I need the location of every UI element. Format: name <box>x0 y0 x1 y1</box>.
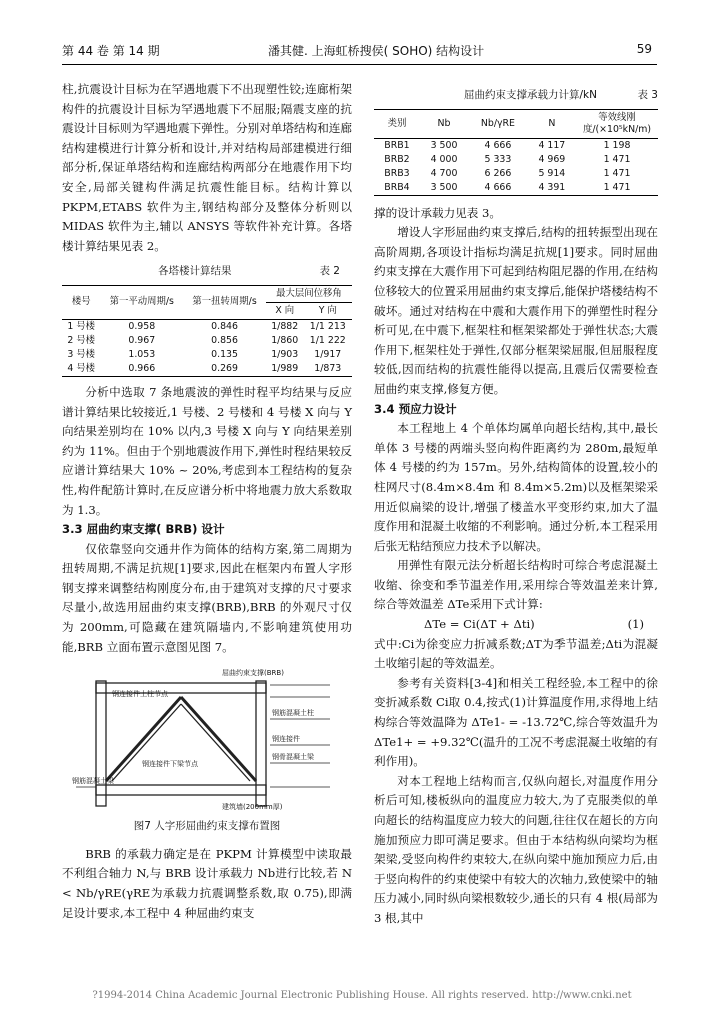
table2-title: 各塔楼计算结果 <box>158 265 232 278</box>
copyright-footer: ?1994-2014 China Academic Journal Electronic Publishing House. All rights reserved. http://www.cnki.net <box>92 990 632 1001</box>
left-column-shape <box>96 681 106 806</box>
table-row <box>62 362 352 377</box>
page-number: 59 <box>636 42 652 56</box>
equation-number: (1) <box>627 617 644 632</box>
table-cell: 0.856 <box>211 334 238 346</box>
table-cell: 0.269 <box>211 362 238 374</box>
table-cell: 1 198 <box>603 139 631 151</box>
journal-issue: 第 44 卷 第 14 期 <box>62 44 160 58</box>
brace-left <box>106 697 181 781</box>
table-cell: 1 号楼 <box>67 320 96 332</box>
table2 <box>62 285 352 377</box>
figure-7 <box>72 663 342 813</box>
table-cell: 4 000 <box>430 153 458 165</box>
bottom-beam-shape <box>96 785 266 795</box>
paragraph: 用弹性有限元法分析超长结构时可综合考虑混凝土收缩、徐变和季节温差作用,采用综合等效温差来计算,综合等效温差 ΔTe采用下式计算: <box>374 558 658 612</box>
table-cell: 1/1 222 <box>309 334 346 346</box>
table-row <box>374 181 658 196</box>
equation-body: ΔTe = Ci(ΔT + Δti) <box>424 617 535 632</box>
paragraph: 本工程地上 4 个单体均属单向超长结构,其中,最长单体 3 号楼的两端头竖向构件距离约为 280m,最短单体 4 号楼的约为 157m。另外,结构简体的设置,较小的柱网尺寸(8.4m×8.4m 和 8.4m×5.2m)以及框架梁采用近似扁梁的设计,增强了楼盖水平变形约束,加大了温度作用和混凝土收缩的不利影响。通过分析,本工程采用后张无粘结预应力技术予以解决。 <box>374 421 658 553</box>
table-row <box>62 348 352 362</box>
table-header: Nb/γRE <box>468 109 528 138</box>
table-cell: 1/903 <box>271 348 299 360</box>
section-heading: 3.4 预应力设计 <box>374 401 457 416</box>
article-title: 潘其健. 上海虹桥搜侯( SOHO) 结构设计 <box>268 44 485 58</box>
table-cell: 4 117 <box>538 139 566 151</box>
table2-label: 表 2 <box>319 265 340 278</box>
fig-label-a: 钢连接件上柱节点 <box>112 690 168 699</box>
paragraph: 增设人字形屈曲约束支撑后,结构的扭转振型出现在高阶周期,各项设计指标均满足抗规[1]要求。同时屈曲约束支撑在大震作用下可起到结构阻尼器的作用,在结构位移较大的位置采用屈曲约束支撑后,能保护塔楼结构不破坏。通过对结构在中震和大震作用下的弹塑性时程分析可见,在中震下,框架柱和框架梁都处于弹性状态;大震作用下,框架柱处于弹性,仅部分框架梁屈服,但屈服程度较低,因而结构的抗震性能得以提高,且震后仅需要检查屈曲约束支撑,修复方便。 <box>374 225 658 396</box>
fig-label-f: 钢筋混凝土梁 <box>72 777 114 786</box>
table-header: 最大层间位移角 <box>266 285 352 302</box>
paragraph: 式中:Ci为徐变应力折减系数;ΔT为季节温差;Δti为混凝土收缩引起的等效温差。 <box>374 636 658 671</box>
table-row <box>374 138 658 153</box>
table-cell: 5 914 <box>538 167 566 179</box>
paragraph: BRB 的承载力确定是在 PKPM 计算模型中读取最不利组合轴力 N,与 BRB 设计承载力 Nb进行比较,若 N < Nb/γRE(γRE为承载力抗震调整系数,取 0.75),即满足设计要求,本工程中 4 种屈曲约束支 <box>62 846 352 920</box>
section-heading: 3.3 屈曲约束支撑( BRB) 设计 <box>62 522 225 537</box>
table-cell: BRB3 <box>384 167 410 179</box>
fig-label-top: 屈曲约束支撑(BRB) <box>222 669 284 678</box>
table2-caption <box>62 262 352 282</box>
paragraph: 分析中选取 7 条地震波的弹性时程平均结果与反应谱计算结果比较接近,1 号楼、2 号楼和 4 号楼 X 向与 Y 向结果差别均在 10% 以内,3 号楼 X 向与 Y 向结果差别约为 11%。但由于个别地震波作用下,弹性时程结果较反应谱计算结果大 10% ~ 20%,考虑到本工程结构的复杂性,构件配筋计算时,在反应谱分析中将地震力放大系数取为 1.3。 <box>62 384 352 517</box>
table-cell: BRB2 <box>384 153 410 165</box>
table-cell: 0.966 <box>128 362 156 374</box>
table-cell: 3 号楼 <box>67 348 96 360</box>
figure-caption: 图7 人字形屈曲约束支撑布置图 <box>133 820 281 833</box>
brace-right <box>181 697 256 781</box>
table-cell: 3 500 <box>430 139 458 151</box>
table-cell: 1 471 <box>603 153 631 165</box>
table-header: 第一扭转周期/s <box>183 285 266 319</box>
equation-1 <box>374 615 658 635</box>
table-cell: 4 号楼 <box>67 362 96 374</box>
brb-elevation-drawing <box>72 663 342 813</box>
table-cell: 1/917 <box>314 348 342 360</box>
table-header: 等效线刚度/(×10⁵kN/m) <box>576 109 658 138</box>
table-header: X 向 <box>266 302 304 319</box>
table-cell: 5 333 <box>484 153 512 165</box>
fig-label-g: 建筑墙(200mm厚) <box>222 803 283 812</box>
table-cell: 2 号楼 <box>67 334 96 346</box>
header-rule <box>62 64 657 65</box>
table-cell: 1.053 <box>128 348 156 360</box>
paragraph: 对本工程地上结构而言,仅纵向超长,对温度作用分析后可知,楼板纵向的温度应力较大,为了克服类似的单向超长的结构温度应力较大的问题,往往仅在超长的方向施加预应力即可满足要求。但由于本结构纵向梁均为框架梁,受竖向构件约束较大,在纵向梁中施加预应力后,由于竖向构件的约束使梁中有较大的次轴力,致使梁中的轴压力减小,同时纵向梁根数较少,通长的只有 4 根(局部为 3 根,其中 <box>374 773 658 925</box>
table-header: Nb <box>420 109 468 138</box>
table-cell: 0.135 <box>211 348 238 360</box>
table-cell: 3 500 <box>430 181 458 193</box>
table-row <box>374 167 658 181</box>
table-cell: 0.958 <box>128 320 156 332</box>
table-row <box>62 319 352 334</box>
table-cell: 1 471 <box>603 181 631 193</box>
table3-label: 表 3 <box>637 89 658 101</box>
fig-label-b: 钢筋混凝土柱 <box>272 709 314 718</box>
table-cell: 4 391 <box>538 181 566 193</box>
paragraph: 柱,抗震设计目标为在罕遇地震下不出现塑性铰;连廊桁架构件的抗震设计目标为罕遇地震下不屈服;隔震支座的抗震设计目标则为罕遇地震下弹性。分别对单塔结构和连廊结构建模进行计算分析和设计,并对结构局部建模进行细部分析,保证单塔结构和连廊结构两部分在地震作用下均安全,局部关键构件满足抗震性能目标。结构计算以 PKPM,ETABS 软件为主,钢结构部分及整体分析则以 MIDAS 软件为主,辅以 ANSYS 等软件补充计算。各塔楼计算结果见表 2。 <box>62 82 352 253</box>
table-cell: 4 666 <box>484 139 512 151</box>
fig-label-e: 钢连接件下梁节点 <box>142 760 198 769</box>
paragraph: 撑的设计承载力见表 3。 <box>374 205 501 220</box>
paragraph: 参考有关资料[3-4]和相关工程经验,本工程中的徐变折减系数 Ci取 0.4,按式(1)计算温度作用,求得地上结构综合等效温降为 ΔTe1- = -13.72℃,综合等效温升为 ΔTe1+ = +9.32℃(温升的工况不考虑混凝土收缩的有利作用)。 <box>374 675 658 769</box>
table-cell: 1/989 <box>271 362 299 374</box>
table-cell: BRB4 <box>384 181 410 193</box>
table-cell: 4 666 <box>484 181 512 193</box>
table-cell: 1 471 <box>603 167 631 179</box>
table-cell: 4 700 <box>430 167 458 179</box>
table-cell: BRB1 <box>384 139 410 151</box>
paragraph: 仅依靠竖向交通井作为筒体的结构方案,第二周期为扭转周期,不满足抗规[1]要求,因此在框架内布置人字形钢支撑来调整结构刚度分布,由于建筑对支撑的尺寸要求尽量小,故选用屈曲约束支撑(BRB),BRB 的外观尺寸仅为 200mm,可隐藏在建筑隔墙内,不影响建筑使用功能,BRB 立面布置示意图见图 7。 <box>62 541 352 654</box>
table-header: N <box>528 109 576 138</box>
table-cell: 0.967 <box>128 334 156 346</box>
table-header: Y 向 <box>304 302 352 319</box>
left-column <box>62 80 352 923</box>
table-cell: 1/873 <box>314 362 342 374</box>
table-cell: 0.846 <box>211 320 238 332</box>
page-header <box>62 42 652 62</box>
right-column <box>374 80 658 929</box>
table-cell: 1/860 <box>271 334 299 346</box>
table-cell: 1/1 213 <box>309 320 346 332</box>
table-header: 楼号 <box>62 285 100 319</box>
fig-label-d: 钢骨混凝土梁 <box>272 753 314 762</box>
table-row <box>62 334 352 348</box>
table-header: 类别 <box>374 109 420 138</box>
table3-caption <box>374 86 658 106</box>
table-header: 第一平动周期/s <box>100 285 183 319</box>
table-cell: 4 969 <box>538 153 566 165</box>
right-column-shape <box>256 681 266 806</box>
table3-title: 屈曲约束支撑承载力计算/kN <box>464 89 597 101</box>
table-cell: 6 266 <box>484 167 512 179</box>
table3 <box>374 109 658 196</box>
fig-label-c: 钢连接件 <box>272 735 300 744</box>
table-row <box>374 153 658 167</box>
table-cell: 1/882 <box>271 320 299 332</box>
